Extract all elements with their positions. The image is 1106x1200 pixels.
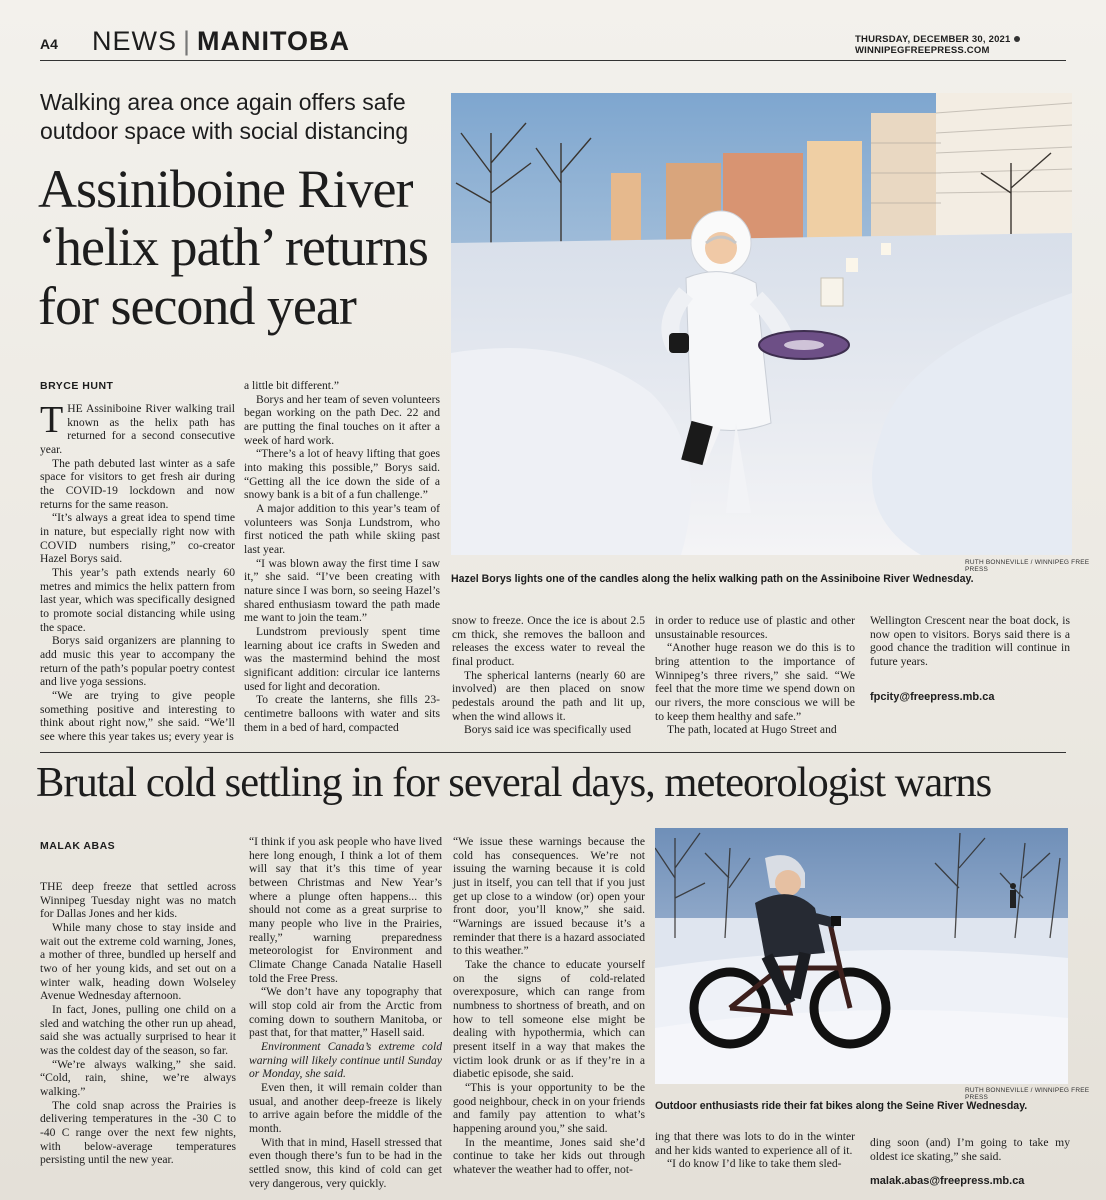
story2-column-3 — [453, 835, 645, 1177]
story2-paragraph: “This is your opportunity to be the good neighbour, check in on your friends and family pay attention to what’s happening around you,” she said. — [453, 1081, 645, 1136]
lead-text: HE Assiniboine River walking trail known as the helix path has returned for a second consecutive year. — [40, 402, 235, 457]
story2-paragraph: Even then, it will remain colder than usual, and another deep-freeze is likely to arrive again before the middle of the month. — [249, 1081, 442, 1136]
story2-paragraph: THE deep freeze that settled across Winnipeg Tuesday night was no match for Dallas Jones and her kids. — [40, 880, 236, 921]
story1-paragraph: snow to freeze. Once the ice is about 2.5 cm thick, she removes the balloon and releases the excess water to reveal the final product. — [452, 614, 645, 669]
story1-paragraph: This year’s path extends nearly 60 metres and mimics the helix pattern from last year, which was specifically designed to promote social distancing while using the space. — [40, 566, 235, 634]
header-rule — [40, 60, 1066, 61]
fat-bike-photo — [655, 828, 1068, 1084]
story1-paragraph: The spherical lanterns (nearly 60 are involved) are then placed on snow pedestals around the path and lit up, when the wind allows it. — [452, 668, 645, 723]
story2-email[interactable]: malak.abas@freepress.mb.ca — [870, 1175, 1025, 1188]
story2-column-4 — [655, 1130, 855, 1171]
story2-paragraph: Take the chance to educate yourself on the signs of cold-related overexposure, which can range from numbness to shortness of breath, and on how to tell someone else might be dealing with hypothermia, which can present itself in a way that makes the victim look drunk or as if they’re in a diabetic episode, she said. — [453, 958, 645, 1081]
story2-paragraph: “I think if you ask people who have lived here long enough, I think a lot of them will say that it’s this time of year between Christmas and New Year’s where a plunge often happens... this should not come as a great surprise to many people who live in the Prairies, really,” warning preparedness meteorologist for Environment and Climate Change Canada Natalie Hasell told the Free Press. — [249, 835, 442, 985]
section-heading — [92, 26, 350, 57]
story1-photo — [451, 93, 1072, 555]
story2-paragraph: ing that there was lots to do in the winter and her kids wanted to experience all of it. — [655, 1130, 855, 1157]
story1-paragraph: in order to reduce use of plastic and other unsustainable resources. — [655, 614, 855, 641]
story2-column-1 — [40, 880, 236, 1167]
story2-photo-credit: RUTH BONNEVILLE / WINNIPEG FREE PRESS — [965, 1087, 1090, 1101]
story1-column-1 — [40, 399, 235, 744]
story1-paragraph: Lundstrom previously spent time learning about ice crafts in Sweden and was the mastermind behind the most significant addition: circular ice lanterns used for light and decoration. — [244, 625, 440, 693]
story2-paragraph: Environment Canada’s extreme cold warning will likely continue until Sunday or Monday, she said. — [249, 1040, 442, 1081]
story1-paragraph: Borys and her team of seven volunteers began working on the path Dec. 22 and are putting the final touches on it after a week of hard work. — [244, 392, 440, 447]
story2-paragraph: With that in mind, Hasell stressed that even though there’s fun to be had in the settled snow, this kind of cold can get very dangerous, very quickly. — [249, 1135, 442, 1190]
story2-paragraph: ding soon (and) I’m going to take my oldest ice skating,” she said. — [870, 1136, 1070, 1163]
subsection-name: MANITOBA — [197, 26, 351, 56]
story1-kicker: Walking area once again offers safe outdoor space with social distancing — [40, 89, 409, 145]
publication-date: THURSDAY, DECEMBER 30, 2021 — [855, 34, 1011, 45]
story2-paragraph: “I do know I’d like to take them sled- — [667, 1157, 842, 1171]
story1-paragraph: Wellington Crescent near the boat dock, is now open to visitors. Borys said there is a good chance the tradition will continue in future years. — [870, 614, 1070, 669]
story2-paragraph: “We’re always walking,” she said. “Cold, rain, shine, we’re always walking.” — [40, 1057, 236, 1099]
story2-paragraph: “We issue these warnings because the cold has consequences. We’re not issuing the warning because it is cold just in itself, you can tell that if you just get up close to a window (or) open your front door, you’ll know,” she said. “Warnings are issued because it’s a reminder that there is a hazard associated to this weather.” — [453, 835, 645, 958]
drop-cap: T — [40, 399, 64, 441]
story1-paragraph: To create the lanterns, she fills 23-centimetre balloons with water and sits them in a bed of hard, compacted — [244, 693, 440, 734]
story2-caption: Outdoor enthusiasts ride their fat bikes along the Seine River Wednesday. — [655, 1100, 1028, 1112]
story2-column-2 — [249, 835, 442, 1190]
story2-headline: Brutal cold settling in for several days, meteorologist warns — [36, 759, 992, 806]
story1-byline: BRYCE HUNT — [40, 380, 114, 392]
story1-paragraph: The path, located at Hugo Street and — [667, 723, 837, 737]
story2-paragraph: While many chose to stay inside and wait out the extreme cold warning, Jones, a mother of three, bundled up herself and two of her young kids, and set out on a winter walk, heading down Wolseley Avenue Wednesday afternoon. — [40, 921, 236, 1003]
story1-paragraph: “It’s always a great idea to spend time in nature, but especially right now with COVID numbers rising,” co-creator Hazel Borys said. — [40, 511, 235, 566]
story2-paragraph: The cold snap across the Prairies is delivering temperatures in the -30 C to -40 C range over the next few nights, with below-average temperatures persisting until the new year. — [40, 1098, 236, 1167]
story2-paragraph: In the meantime, Jones said she’d continue to take her kids out through whatever the weather had to offer, not- — [453, 1135, 645, 1177]
section-separator: | — [183, 26, 192, 56]
story2-column-5 — [870, 1136, 1070, 1188]
story1-column-2 — [244, 379, 440, 734]
story1-paragraph: A major addition to this year’s team of volunteers was Sonja Lundstrom, who first noticed the path while skiing past last year. — [244, 502, 440, 557]
story2-paragraph: “We don’t have any topography that will stop cold air from the Arctic from coming down to southern Manitoba, or past that, for that matter,” Hasell said. — [249, 985, 442, 1040]
story1-caption: Hazel Borys lights one of the candles along the helix walking path on the Assiniboine River Wednesday. — [451, 573, 974, 585]
story1-paragraph: Borys said ice was specifically used — [464, 723, 632, 737]
story1-column-4 — [655, 614, 855, 737]
dateline — [855, 34, 1106, 56]
bullet-icon — [1014, 36, 1020, 42]
story1-paragraph — [40, 399, 235, 457]
story1-column-3 — [452, 614, 645, 737]
story1-photo-credit: RUTH BONNEVILLE / WINNIPEG FREE PRESS — [965, 559, 1090, 573]
story2-photo — [655, 828, 1068, 1084]
story1-paragraph: a little bit different.” — [244, 379, 340, 392]
story1-paragraph: Borys said organizers are planning to add music this year to accompany the return of the path’s popular poetry contest and live yoga sessions. — [40, 634, 235, 689]
section-name: NEWS — [92, 26, 177, 56]
story1-paragraph: The path debuted last winter as a safe space for visitors to get fresh air during the COVID-19 lockdown and now returns for the same reason. — [40, 456, 235, 511]
story1-paragraph: “I was blown away the first time I saw it,” she said. “I’ve been creating with nature since I was born, so seeing Hazel’s shared enthusiasm toward the path made me want to join the team.” — [244, 556, 440, 625]
story1-email[interactable]: fpcity@freepress.mb.ca — [870, 690, 995, 703]
helix-path-photo — [451, 93, 1072, 555]
section-divider — [40, 752, 1066, 753]
page-number: A4 — [40, 36, 58, 52]
website: WINNIPEGFREEPRESS.COM — [855, 45, 990, 56]
story2-paragraph: In fact, Jones, pulling one child on a sled and watching the other run up ahead, said she was actually surprised to hear it was the coldest day of the season, so far. — [40, 1003, 236, 1058]
story1-paragraph: “There’s a lot of heavy lifting that goes into making this possible,” Borys said. “Getting all the ice down the side of a snowy bank is a bit of a fun challenge.” — [244, 447, 440, 502]
story2-byline: MALAK ABAS — [40, 840, 116, 852]
story1-headline: Assiniboine River ‘helix path’ returns for second year — [38, 159, 428, 336]
story1-column-5 — [870, 614, 1070, 704]
story1-paragraph: “We are trying to give people something positive and interesting to think about right now,” she said. “We’ll see where this year takes us; every year is — [40, 689, 235, 744]
story1-paragraph: “Another huge reason we do this is to bring attention to the importance of Winnipeg’s three rivers,” she said. “We feel that the more time we spend down on our rivers, the more conscious we will be to keep them healthy and safe.” — [655, 641, 855, 723]
